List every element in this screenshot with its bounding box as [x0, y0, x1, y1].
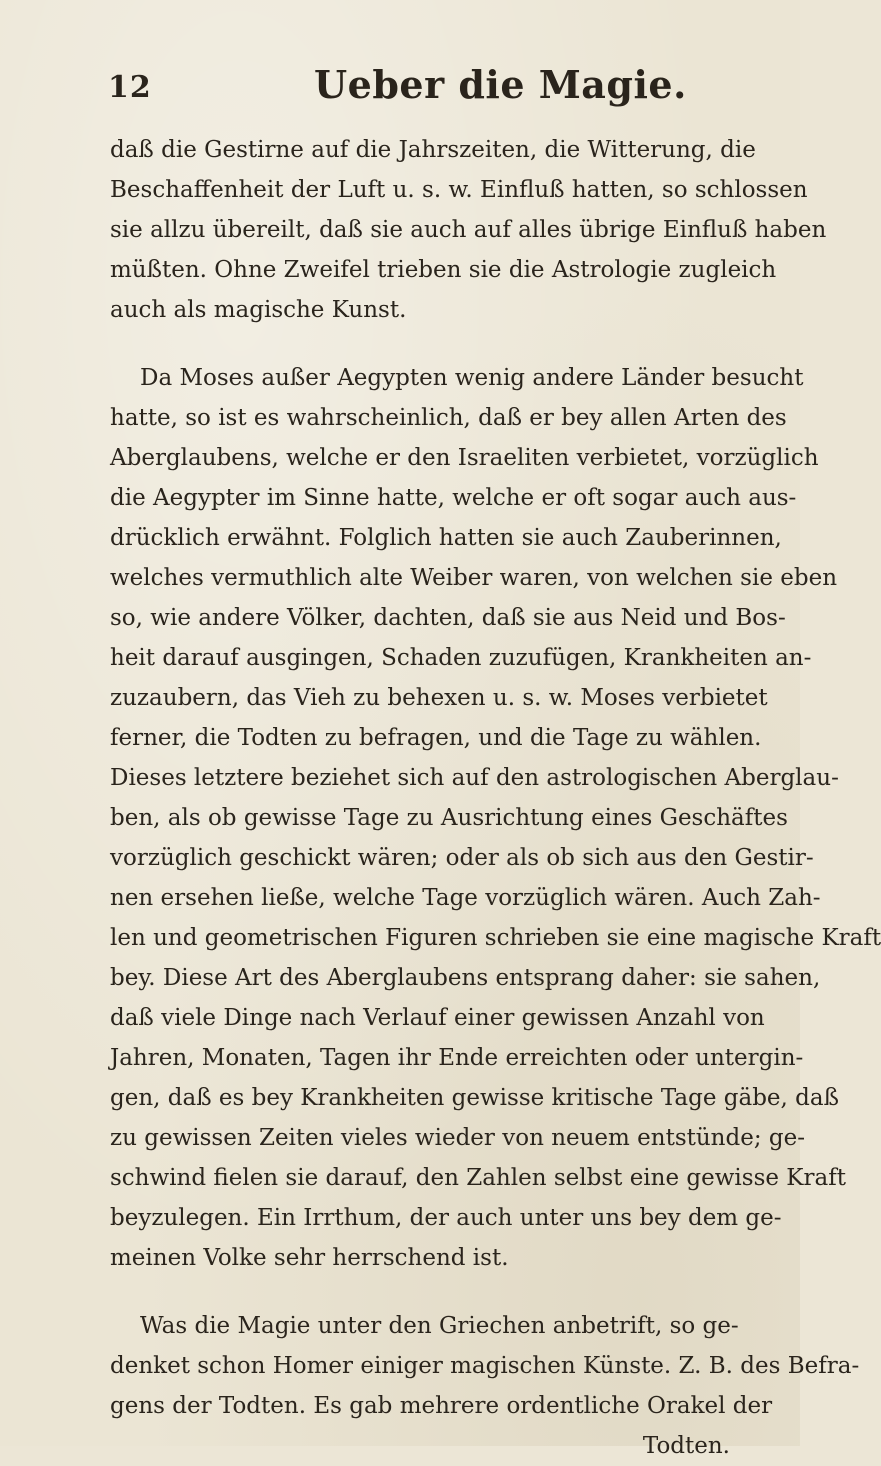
page-header: [108, 54, 728, 114]
text-line: Aberglaubens, welche er den Israeliten verbietet, vorzüglich: [110, 445, 819, 471]
text-line: ben, als ob gewisse Tage zu Ausrichtung eines Geschäftes: [110, 805, 788, 831]
text-line: müßten. Ohne Zweifel trieben sie die Astrologie zugleich: [110, 257, 777, 283]
text-line: die Aegypter im Sinne hatte, welche er oft sogar auch aus-: [110, 485, 797, 511]
body-text: [110, 130, 881, 1466]
text-line: gen, daß es bey Krankheiten gewisse kritische Tage gäbe, daß: [110, 1085, 839, 1111]
text-line: zu gewissen Zeiten vieles wieder von neuem entstünde; ge-: [110, 1125, 805, 1151]
page-number: 12: [108, 70, 152, 105]
text-line: beyzulegen. Ein Irrthum, der auch unter uns bey dem ge-: [110, 1205, 782, 1231]
text-line: nen ersehen ließe, welche Tage vorzüglich wären. Auch Zah-: [110, 885, 821, 911]
text-line: drücklich erwähnt. Folglich hatten sie auch Zauberinnen,: [110, 525, 782, 551]
text-line: sie allzu übereilt, daß sie auch auf alles übrige Einfluß haben: [110, 217, 827, 243]
text-line: schwind fielen sie darauf, den Zahlen selbst eine gewisse Kraft: [110, 1165, 846, 1191]
text-line: Was die Magie unter den Griechen anbetrift, so ge-: [140, 1313, 739, 1339]
text-line: Da Moses außer Aegypten wenig andere Länder besucht: [140, 365, 804, 391]
paragraph-2: [110, 358, 881, 1278]
text-line: Jahren, Monaten, Tagen ihr Ende erreichten oder untergin-: [110, 1045, 804, 1071]
text-line: daß die Gestirne auf die Jahrszeiten, die Witterung, die: [110, 137, 756, 163]
text-line: Todten.: [642, 1433, 730, 1459]
text-line: so, wie andere Völker, dachten, daß sie aus Neid und Bos-: [110, 605, 786, 631]
running-title: Ueber die Magie.: [314, 62, 687, 107]
text-line: bey. Diese Art des Aberglaubens entsprang daher: sie sahen,: [110, 965, 821, 991]
text-line: gens der Todten. Es gab mehrere ordentliche Orakel der: [110, 1393, 773, 1419]
text-line: Dieses letztere beziehet sich auf den astrologischen Aberglau-: [110, 765, 839, 791]
text-line: ferner, die Todten zu befragen, und die Tage zu wählen.: [110, 725, 762, 751]
text-line: denket schon Homer einiger magischen Künste. Z. B. des Befra-: [110, 1353, 860, 1379]
paragraph-3: [110, 1306, 860, 1466]
text-line: meinen Volke sehr herrschend ist.: [110, 1245, 509, 1271]
text-line: daß viele Dinge nach Verlauf einer gewissen Anzahl von: [110, 1005, 765, 1031]
text-line: Beschaffenheit der Luft u. s. w. Einfluß hatten, so schlossen: [110, 177, 808, 203]
text-line: heit darauf ausgingen, Schaden zuzufügen, Krankheiten an-: [110, 645, 812, 671]
text-line: auch als magische Kunst.: [110, 297, 407, 323]
text-line: vorzüglich geschickt wären; oder als ob sich aus den Gestir-: [110, 845, 814, 871]
text-line: len und geometrischen Figuren schrieben sie eine magische Kraft: [110, 925, 881, 951]
paragraph-1: [110, 130, 827, 330]
text-line: hatte, so ist es wahrscheinlich, daß er bey allen Arten des: [110, 405, 787, 431]
text-line: welches vermuthlich alte Weiber waren, von welchen sie eben: [110, 565, 838, 591]
text-line: zuzaubern, das Vieh zu behexen u. s. w. Moses verbietet: [110, 685, 768, 711]
